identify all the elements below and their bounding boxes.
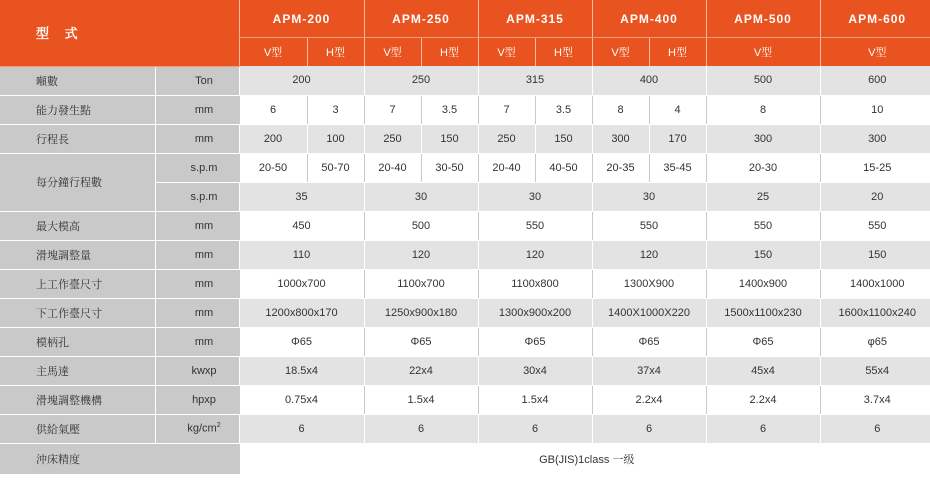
row-slide-adjustment <box>0 240 930 269</box>
value-cell: 1400x900 <box>706 269 820 298</box>
unit-text: kg/cm <box>187 422 217 435</box>
value-cell: 25 <box>706 182 820 211</box>
value-cell: GB(JIS)1class 一级 <box>239 443 930 474</box>
h-type-label: H型 <box>649 38 706 67</box>
unit-superscript: 2 <box>216 422 221 430</box>
v-type-label: V型 <box>478 38 535 67</box>
row-unit: mm <box>155 327 239 356</box>
model-apm-400: APM-400 <box>592 0 706 38</box>
value-cell: 400 <box>592 66 706 95</box>
row-rated-point <box>0 95 930 124</box>
row-unit: s.p.m <box>155 153 239 182</box>
row-unit: mm <box>155 211 239 240</box>
value-cell: 6 <box>706 414 820 443</box>
value-cell: 35 <box>239 182 364 211</box>
row-unit <box>155 414 239 443</box>
value-cell: 15-25 <box>820 153 930 182</box>
value-cell: 3.5 <box>535 95 592 124</box>
row-label: 模柄孔 <box>0 327 155 356</box>
row-air-pressure <box>0 414 930 443</box>
value-cell: 40-50 <box>535 153 592 182</box>
model-apm-250: APM-250 <box>364 0 478 38</box>
value-cell: 10 <box>820 95 930 124</box>
v-type-label: V型 <box>706 38 820 67</box>
value-cell: 300 <box>706 124 820 153</box>
value-cell: 120 <box>364 240 478 269</box>
row-label: 噸數 <box>0 66 155 95</box>
value-cell: 500 <box>364 211 478 240</box>
value-cell: 250 <box>364 124 421 153</box>
row-unit: s.p.m <box>155 182 239 211</box>
value-cell: 6 <box>239 95 307 124</box>
value-cell: 4 <box>649 95 706 124</box>
value-cell: 20 <box>820 182 930 211</box>
value-cell: 20-40 <box>364 153 421 182</box>
value-cell: 250 <box>478 124 535 153</box>
value-cell: 20-30 <box>706 153 820 182</box>
value-cell: 37x4 <box>592 356 706 385</box>
value-cell: 150 <box>421 124 478 153</box>
row-unit: mm <box>155 124 239 153</box>
value-cell: 8 <box>706 95 820 124</box>
value-cell: 6 <box>820 414 930 443</box>
value-cell: 150 <box>535 124 592 153</box>
value-cell: 1300X900 <box>592 269 706 298</box>
value-cell: 55x4 <box>820 356 930 385</box>
row-unit: mm <box>155 269 239 298</box>
model-apm-200: APM-200 <box>239 0 364 38</box>
value-cell: 8 <box>592 95 649 124</box>
row-precision <box>0 443 930 474</box>
value-cell: 22x4 <box>364 356 478 385</box>
value-cell: 6 <box>592 414 706 443</box>
v-type-label: V型 <box>364 38 421 67</box>
value-cell: 1400x1000 <box>820 269 930 298</box>
value-cell: 1100x700 <box>364 269 478 298</box>
row-unit: mm <box>155 240 239 269</box>
v-type-label: V型 <box>820 38 930 67</box>
value-cell: 110 <box>239 240 364 269</box>
model-apm-600: APM-600 <box>820 0 930 38</box>
value-cell: 1250x900x180 <box>364 298 478 327</box>
value-cell: 0.75x4 <box>239 385 364 414</box>
value-cell: 30 <box>478 182 592 211</box>
value-cell: 170 <box>649 124 706 153</box>
value-cell: 550 <box>592 211 706 240</box>
value-cell: 315 <box>478 66 592 95</box>
row-unit: mm <box>155 298 239 327</box>
value-cell: 200 <box>239 66 364 95</box>
row-label: 沖床精度 <box>0 443 239 474</box>
row-label: 能力發生點 <box>0 95 155 124</box>
value-cell: 2.2x4 <box>706 385 820 414</box>
row-unit: hpxp <box>155 385 239 414</box>
value-cell: 30 <box>592 182 706 211</box>
value-cell: 120 <box>592 240 706 269</box>
value-cell: 1100x800 <box>478 269 592 298</box>
h-type-label: H型 <box>535 38 592 67</box>
row-unit: mm <box>155 95 239 124</box>
value-cell: 550 <box>706 211 820 240</box>
row-label: 滑塊調整機構 <box>0 385 155 414</box>
row-label: 行程長 <box>0 124 155 153</box>
h-type-label: H型 <box>307 38 364 67</box>
row-label: 最大模高 <box>0 211 155 240</box>
value-cell: 30-50 <box>421 153 478 182</box>
value-cell: 300 <box>592 124 649 153</box>
value-cell: 1.5x4 <box>364 385 478 414</box>
row-unit: Ton <box>155 66 239 95</box>
value-cell: Φ65 <box>706 327 820 356</box>
value-cell: 600 <box>820 66 930 95</box>
model-apm-315: APM-315 <box>478 0 592 38</box>
type-label: 型 式 <box>0 0 239 66</box>
row-die-height <box>0 211 930 240</box>
value-cell: 150 <box>820 240 930 269</box>
row-label: 上工作臺尺寸 <box>0 269 155 298</box>
row-label: 滑塊調整量 <box>0 240 155 269</box>
value-cell: Φ65 <box>239 327 364 356</box>
value-cell: 20-35 <box>592 153 649 182</box>
value-cell: 7 <box>478 95 535 124</box>
value-cell: Φ65 <box>478 327 592 356</box>
row-label: 主馬達 <box>0 356 155 385</box>
row-lower-table-size <box>0 298 930 327</box>
value-cell: 20-40 <box>478 153 535 182</box>
v-type-label: V型 <box>592 38 649 67</box>
row-tonnage <box>0 66 930 95</box>
value-cell: 35-45 <box>649 153 706 182</box>
value-cell: 1300x900x200 <box>478 298 592 327</box>
row-shank-hole <box>0 327 930 356</box>
value-cell: Φ65 <box>364 327 478 356</box>
value-cell: 100 <box>307 124 364 153</box>
header-model-row <box>0 0 930 38</box>
value-cell: 1500x1100x230 <box>706 298 820 327</box>
value-cell: 500 <box>706 66 820 95</box>
value-cell: 2.2x4 <box>592 385 706 414</box>
value-cell: 3.5 <box>421 95 478 124</box>
value-cell: 300 <box>820 124 930 153</box>
row-slide-motor <box>0 385 930 414</box>
value-cell: 6 <box>239 414 364 443</box>
value-cell: 200 <box>239 124 307 153</box>
row-stroke <box>0 124 930 153</box>
value-cell: 1200x800x170 <box>239 298 364 327</box>
value-cell: 1400X1000X220 <box>592 298 706 327</box>
row-upper-table-size <box>0 269 930 298</box>
value-cell: 30x4 <box>478 356 592 385</box>
value-cell: 550 <box>478 211 592 240</box>
row-unit: kwxp <box>155 356 239 385</box>
value-cell: 30 <box>364 182 478 211</box>
value-cell: 6 <box>364 414 478 443</box>
h-type-label: H型 <box>421 38 478 67</box>
v-type-label: V型 <box>239 38 307 67</box>
row-label: 供給氣壓 <box>0 414 155 443</box>
value-cell: 3.7x4 <box>820 385 930 414</box>
value-cell: 50-70 <box>307 153 364 182</box>
value-cell: 6 <box>478 414 592 443</box>
value-cell: 150 <box>706 240 820 269</box>
value-cell: 1.5x4 <box>478 385 592 414</box>
row-main-motor <box>0 356 930 385</box>
value-cell: 18.5x4 <box>239 356 364 385</box>
value-cell: 20-50 <box>239 153 307 182</box>
value-cell: φ65 <box>820 327 930 356</box>
value-cell: 7 <box>364 95 421 124</box>
value-cell: 120 <box>478 240 592 269</box>
value-cell: 450 <box>239 211 364 240</box>
value-cell: 1600x1100x240 <box>820 298 930 327</box>
row-label: 下工作臺尺寸 <box>0 298 155 327</box>
model-apm-500: APM-500 <box>706 0 820 38</box>
value-cell: 45x4 <box>706 356 820 385</box>
value-cell: 250 <box>364 66 478 95</box>
value-cell: 550 <box>820 211 930 240</box>
value-cell: 1000x700 <box>239 269 364 298</box>
row-spm-variable <box>0 153 930 182</box>
value-cell: 3 <box>307 95 364 124</box>
value-cell: Φ65 <box>592 327 706 356</box>
row-label: 每分鐘行程數 <box>0 153 155 211</box>
